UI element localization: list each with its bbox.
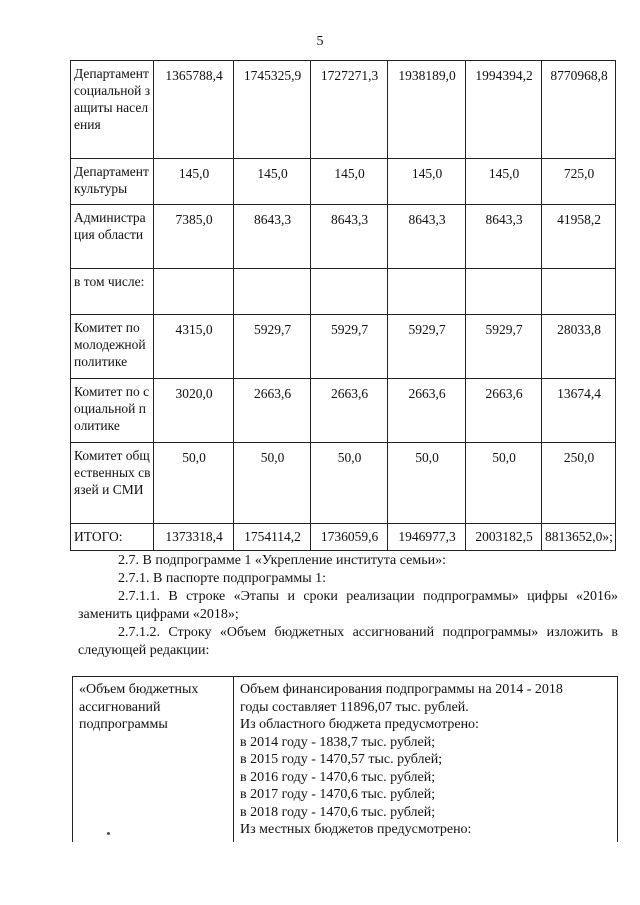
cell-value: 145,0 bbox=[311, 159, 388, 205]
passport-line: в 2015 году - 1470,57 тыс. рублей; bbox=[240, 752, 443, 767]
passport-line: в 2017 году - 1470,6 тыс. рублей; bbox=[240, 787, 436, 802]
cell-value: 2663,6 bbox=[311, 379, 388, 443]
cell-value: 1365788,4 bbox=[154, 61, 234, 159]
row-label: Администрация области bbox=[71, 205, 154, 269]
paragraph-2-7-1-1: 2.7.1.1. В строке «Этапы и сроки реализации подпрограммы» цифры «2016» заменить цифрами «2018»; bbox=[78, 589, 618, 622]
cell-value: 145,0 bbox=[154, 159, 234, 205]
cell-value: 1754114,2 bbox=[234, 524, 311, 551]
cell-value: 1745325,9 bbox=[234, 61, 311, 159]
table-row bbox=[71, 443, 616, 524]
passport-row-content bbox=[234, 677, 618, 842]
passport-line: в 2016 году - 1470,6 тыс. рублей; bbox=[240, 769, 436, 785]
cell-value: 1994394,2 bbox=[466, 61, 542, 159]
passport-row bbox=[73, 677, 618, 842]
cell-value: 7385,0 bbox=[154, 205, 234, 269]
table-row bbox=[71, 269, 616, 315]
cell-value: 8643,3 bbox=[466, 205, 542, 269]
row-label: Департамент культуры bbox=[71, 159, 154, 205]
cell-value bbox=[388, 269, 466, 315]
cell-value: 50,0 bbox=[154, 443, 234, 524]
row-label: Комитет по молодежной политике bbox=[71, 315, 154, 379]
row-label: Комитет по социальной политике bbox=[71, 379, 154, 443]
cell-value: 8643,3 bbox=[311, 205, 388, 269]
passport-line: в 2014 году - 1838,7 тыс. рублей; bbox=[240, 734, 436, 750]
cell-value bbox=[154, 269, 234, 315]
cell-value bbox=[466, 269, 542, 315]
table-row bbox=[71, 205, 616, 269]
cell-value: 145,0 bbox=[234, 159, 311, 205]
cell-value: 725,0 bbox=[542, 159, 616, 205]
paragraph-2-7: 2.7. В подпрограмме 1 «Укрепление института семьи»: bbox=[118, 553, 446, 568]
cell-value: 28033,8 bbox=[542, 315, 616, 379]
cell-value: 50,0 bbox=[466, 443, 542, 524]
cell-value bbox=[311, 269, 388, 315]
row-label: ИТОГО: bbox=[71, 524, 154, 551]
cell-value: 145,0 bbox=[388, 159, 466, 205]
passport-line: Объем финансирования подпрограммы на 2014 - 2018 bbox=[240, 682, 563, 697]
table-row bbox=[71, 61, 616, 159]
scan-speck bbox=[107, 832, 110, 835]
cell-value: 250,0 bbox=[542, 443, 616, 524]
passport-row-label: «Объем бюджетных ассигнований подпрограммы bbox=[73, 677, 234, 842]
cell-value: 41958,2 bbox=[542, 205, 616, 269]
table-row bbox=[71, 524, 616, 551]
table-row bbox=[71, 379, 616, 443]
cell-value: 5929,7 bbox=[311, 315, 388, 379]
cell-value: 8643,3 bbox=[234, 205, 311, 269]
cell-value bbox=[234, 269, 311, 315]
passport-line: Из областного бюджета предусмотрено: bbox=[240, 717, 479, 732]
cell-value: 8643,3 bbox=[388, 205, 466, 269]
cell-value: 1373318,4 bbox=[154, 524, 234, 551]
budget-table bbox=[70, 60, 616, 551]
cell-value: 50,0 bbox=[234, 443, 311, 524]
cell-value: 2663,6 bbox=[388, 379, 466, 443]
paragraph-2-7-1: 2.7.1. В паспорте подпрограммы 1: bbox=[118, 571, 327, 586]
passport-line: Из местных бюджетов предусмотрено: bbox=[240, 822, 472, 837]
passport-line: годы составляет 11896,07 тыс. рублей. bbox=[240, 699, 469, 715]
cell-value: 8770968,8 bbox=[542, 61, 616, 159]
cell-value: 1727271,3 bbox=[311, 61, 388, 159]
cell-value: 2003182,5 bbox=[466, 524, 542, 551]
passport-line: в 2018 году - 1470,6 тыс. рублей; bbox=[240, 804, 436, 820]
cell-value: 50,0 bbox=[388, 443, 466, 524]
table-row bbox=[71, 159, 616, 205]
cell-value: 5929,7 bbox=[388, 315, 466, 379]
cell-value: 2663,6 bbox=[234, 379, 311, 443]
cell-value: 1938189,0 bbox=[388, 61, 466, 159]
table-row bbox=[71, 315, 616, 379]
cell-value: 8813652,0»; bbox=[542, 524, 616, 551]
row-label: Департамент социальной защиты населения bbox=[71, 61, 154, 159]
row-label: в том числе: bbox=[71, 269, 154, 315]
paragraph-2-7-1-2: 2.7.1.2. Строку «Объем бюджетных ассигнований подпрограммы» изложить в следующей редакции: bbox=[78, 625, 618, 658]
cell-value: 50,0 bbox=[311, 443, 388, 524]
cell-value: 2663,6 bbox=[466, 379, 542, 443]
cell-value: 13674,4 bbox=[542, 379, 616, 443]
cell-value: 5929,7 bbox=[466, 315, 542, 379]
cell-value bbox=[542, 269, 616, 315]
cell-value: 145,0 bbox=[466, 159, 542, 205]
cell-value: 1736059,6 bbox=[311, 524, 388, 551]
amendment-text bbox=[78, 552, 618, 660]
passport-table bbox=[72, 676, 618, 842]
page-number: 5 bbox=[316, 34, 324, 49]
cell-value: 5929,7 bbox=[234, 315, 311, 379]
row-label: Комитет общественных связей и СМИ bbox=[71, 443, 154, 524]
cell-value: 4315,0 bbox=[154, 315, 234, 379]
cell-value: 1946977,3 bbox=[388, 524, 466, 551]
cell-value: 3020,0 bbox=[154, 379, 234, 443]
